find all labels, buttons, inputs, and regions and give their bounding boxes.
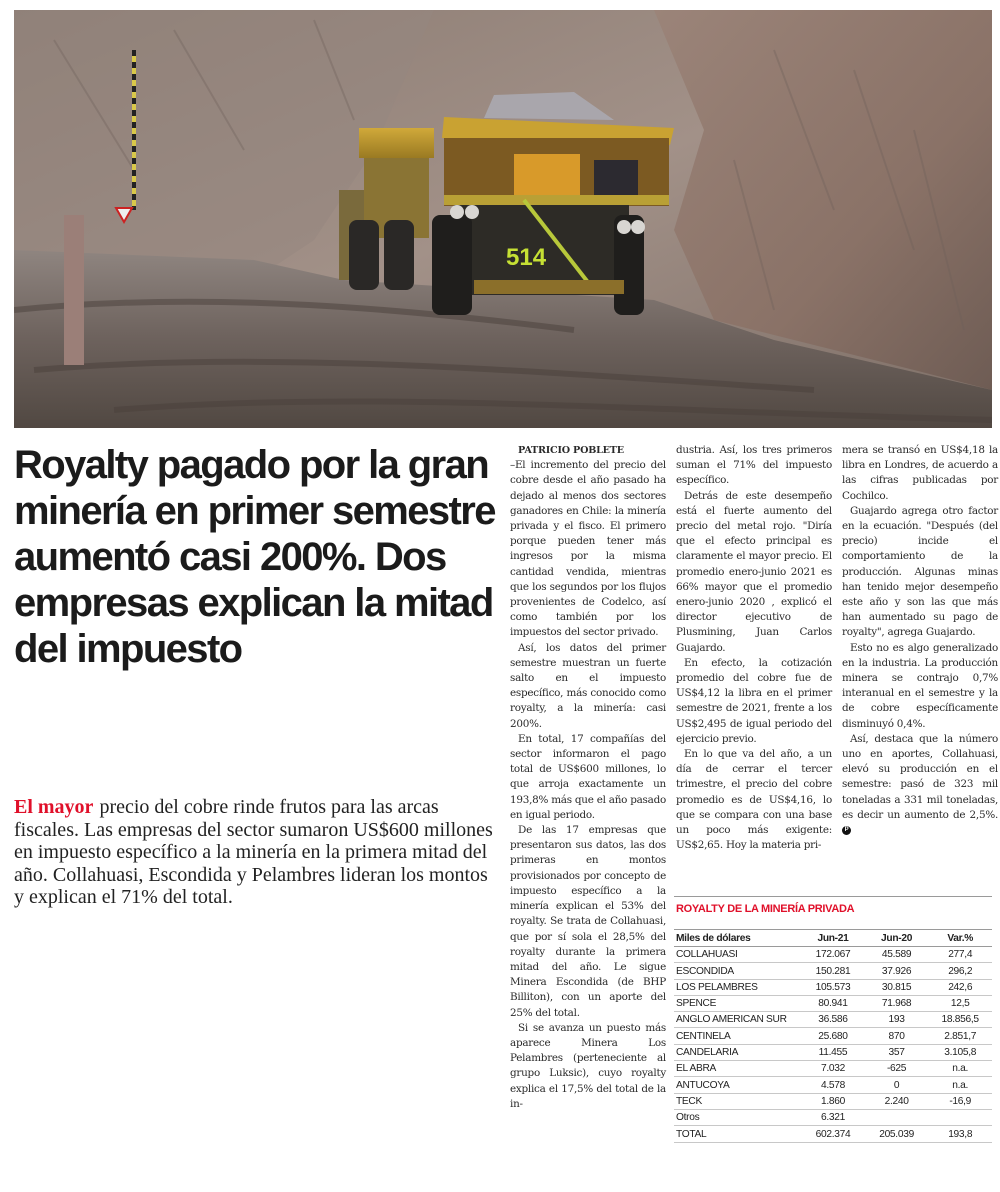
jun21-value: 4.578 xyxy=(801,1077,865,1093)
jun20-value: 193 xyxy=(865,1012,929,1028)
article-column-1 xyxy=(510,443,666,1112)
table-header-row xyxy=(674,930,992,947)
column-header: Jun-21 xyxy=(801,930,865,947)
variation-value: n.a. xyxy=(928,1061,992,1077)
article-paragraph: En total, 17 compañías del sector informaron el pago total de US$600 millones, lo que arroja exactamente un 193,8% más que el año pasado en igual periodo. xyxy=(510,732,666,821)
article-column-3 xyxy=(842,443,998,838)
jun21-value: 7.032 xyxy=(801,1061,865,1077)
variation-value xyxy=(928,1109,992,1125)
column-header: Miles de dólares xyxy=(674,930,801,947)
article-paragraph: Si se avanza un puesto más aparece Minera Los Pelambres (perteneciente al grupo Luksic), cuyo royalty explica el 17,5% del total de la in- xyxy=(510,1021,666,1110)
jun20-value: 870 xyxy=(865,1028,929,1044)
company-name: LOS PELAMBRES xyxy=(674,979,801,995)
table-row xyxy=(674,1126,992,1142)
article-paragraph: Esto no es algo generalizado en la industria. La producción minera se contrajo 0,7% interanual en el semestre y la de cobre específicamente disminuyó 0,4%. xyxy=(842,641,998,730)
company-name: Otros xyxy=(674,1109,801,1125)
lead-paragraph xyxy=(14,796,502,909)
table-row xyxy=(674,979,992,995)
variation-value: 18.856,5 xyxy=(928,1012,992,1028)
lead-text: precio del cobre rinde frutos para las arcas fiscales. Las empresas del sector sumaron US$600 millones en impuesto específico a la minería en la primera mitad del año. Collahuasi, Escondida y Pelambres lideran los montos y explican el 71% del total. xyxy=(14,796,493,909)
jun21-value: 105.573 xyxy=(801,979,865,995)
table-row xyxy=(674,995,992,1011)
company-name: ANGLO AMERICAN SUR xyxy=(674,1012,801,1028)
company-name: TECK xyxy=(674,1093,801,1109)
table-row xyxy=(674,1093,992,1109)
mining-trucks-illustration xyxy=(14,10,992,428)
article-paragraph: Guajardo agrega otro factor en la ecuación. "Después (del precio) incide el comportamiento de la producción. Algunas minas han tenido mejor desempeño este año y son las que más han aumentado su pago de royalty", agrega Guajardo. xyxy=(842,504,998,639)
column-header: Var.% xyxy=(928,930,992,947)
company-name: ESCONDIDA xyxy=(674,963,801,979)
variation-value: 296,2 xyxy=(928,963,992,979)
jun20-value: 45.589 xyxy=(865,947,929,963)
royalty-table-box xyxy=(674,896,992,1143)
hero-photo xyxy=(14,10,992,428)
article-paragraph: De las 17 empresas que presentaron sus datos, las dos primeras en montos provisionados por concepto de impuesto específico a la minería explican el 53% del royalty. Se trata de Collahuasi, que por sí sola el 28,5% del royalty durante la primera mitad del año. Le sigue Minera Escondida (de BHP Billiton), con un aporte del 25% del total. xyxy=(510,824,666,1019)
headline: Royalty pagado por la gran minería en primer semestre aumentó casi 200%. Dos empresas explican la mitad del impuesto xyxy=(14,443,495,671)
jun20-value: 2.240 xyxy=(865,1093,929,1109)
article-paragraph: dustria. Así, los tres primeros suman el 71% del impuesto específico. xyxy=(676,444,832,487)
end-of-article-icon: P xyxy=(842,826,851,835)
company-name: ANTUCOYA xyxy=(674,1077,801,1093)
company-name: COLLAHUASI xyxy=(674,947,801,963)
jun21-value: 80.941 xyxy=(801,995,865,1011)
jun20-value: 357 xyxy=(865,1044,929,1060)
jun21-value: 602.374 xyxy=(801,1126,865,1142)
table-row xyxy=(674,1077,992,1093)
table-row xyxy=(674,1028,992,1044)
variation-value: 2.851,7 xyxy=(928,1028,992,1044)
variation-value: 193,8 xyxy=(928,1126,992,1142)
jun21-value: 172.067 xyxy=(801,947,865,963)
article-paragraph: Detrás de este desempeño está el fuerte aumento del precio del metal rojo. "Diría que el efecto principal es claramente el mayor precio. El promedio enero-junio 2021 es 66% mayor que el promedio enero-junio 2020 , explicó el director ejecutivo de Plusmining, Juan Carlos Guajardo. xyxy=(676,489,832,654)
article-paragraph: mera se transó en US$4,18 la libra en Londres, de acuerdo a las cifras publicadas por Cochilco. xyxy=(842,444,998,502)
jun20-value: 71.968 xyxy=(865,995,929,1011)
company-name: TOTAL xyxy=(674,1126,801,1142)
table-row xyxy=(674,1012,992,1028)
table-row xyxy=(674,1109,992,1125)
royalty-table xyxy=(674,929,992,1143)
jun21-value: 6.321 xyxy=(801,1109,865,1125)
article-paragraph: En lo que va del año, a un día de cerrar el tercer trimestre, el precio del cobre promedio es de US$4,16, lo que se compara con una base un poco más exigente: US$2,65. Hoy la materia pri- xyxy=(676,748,832,852)
table-row xyxy=(674,947,992,963)
company-name: EL ABRA xyxy=(674,1061,801,1077)
company-name: CANDELARIA xyxy=(674,1044,801,1060)
table-title: ROYALTY DE LA MINERÍA PRIVADA xyxy=(676,903,855,915)
table-row xyxy=(674,1061,992,1077)
variation-value: 3.105,8 xyxy=(928,1044,992,1060)
jun20-value: 0 xyxy=(865,1077,929,1093)
byline: PATRICIO POBLETE xyxy=(518,445,624,456)
article-paragraph: Así, los datos del primer semestre muestran un fuerte salto en el impuesto específico, más conocido como royalty, a la minería: casi 200%. xyxy=(510,641,666,730)
jun20-value: 37.926 xyxy=(865,963,929,979)
jun21-value: 150.281 xyxy=(801,963,865,979)
company-name: CENTINELA xyxy=(674,1028,801,1044)
article-paragraph: En efecto, la cotización promedio del cobre fue de US$4,12 la libra en el primer semestre de 2021, frente a los US$2,495 de igual periodo del ejercicio previo. xyxy=(676,656,832,745)
column-header: Jun-20 xyxy=(865,930,929,947)
table-row xyxy=(674,963,992,979)
truck-number: 514 xyxy=(506,244,547,271)
jun21-value: 36.586 xyxy=(801,1012,865,1028)
lead-kicker: El mayor xyxy=(14,796,94,818)
jun21-value: 11.455 xyxy=(801,1044,865,1060)
table-row xyxy=(674,1044,992,1060)
jun20-value: 205.039 xyxy=(865,1126,929,1142)
variation-value: -16,9 xyxy=(928,1093,992,1109)
jun21-value: 1.860 xyxy=(801,1093,865,1109)
article-paragraph: –El incremento del precio del cobre desde el año pasado ha dejado al menos dos sectores ganadores en Chile: la minería privada y el fisco. El primero porque pueden tener más ingresos por la misma cantidad vendida, mientras que los segundos por los flujos provenientes de Codelco, así como también por los impuestos del sector privado. xyxy=(510,459,666,639)
jun20-value xyxy=(865,1109,929,1125)
article-paragraph-text: Así, destaca que la número uno en aportes, Collahuasi, elevó su producción en el semestre: pasó de 323 mil toneladas a 331 mil toneladas, es decir un aumento de 2,5%. xyxy=(842,732,998,821)
variation-value: n.a. xyxy=(928,1077,992,1093)
jun20-value: -625 xyxy=(865,1061,929,1077)
jun21-value: 25.680 xyxy=(801,1028,865,1044)
article-column-2 xyxy=(676,443,832,853)
variation-value: 277,4 xyxy=(928,947,992,963)
variation-value: 242,6 xyxy=(928,979,992,995)
jun20-value: 30.815 xyxy=(865,979,929,995)
article-paragraph xyxy=(842,732,998,838)
variation-value: 12,5 xyxy=(928,995,992,1011)
company-name: SPENCE xyxy=(674,995,801,1011)
